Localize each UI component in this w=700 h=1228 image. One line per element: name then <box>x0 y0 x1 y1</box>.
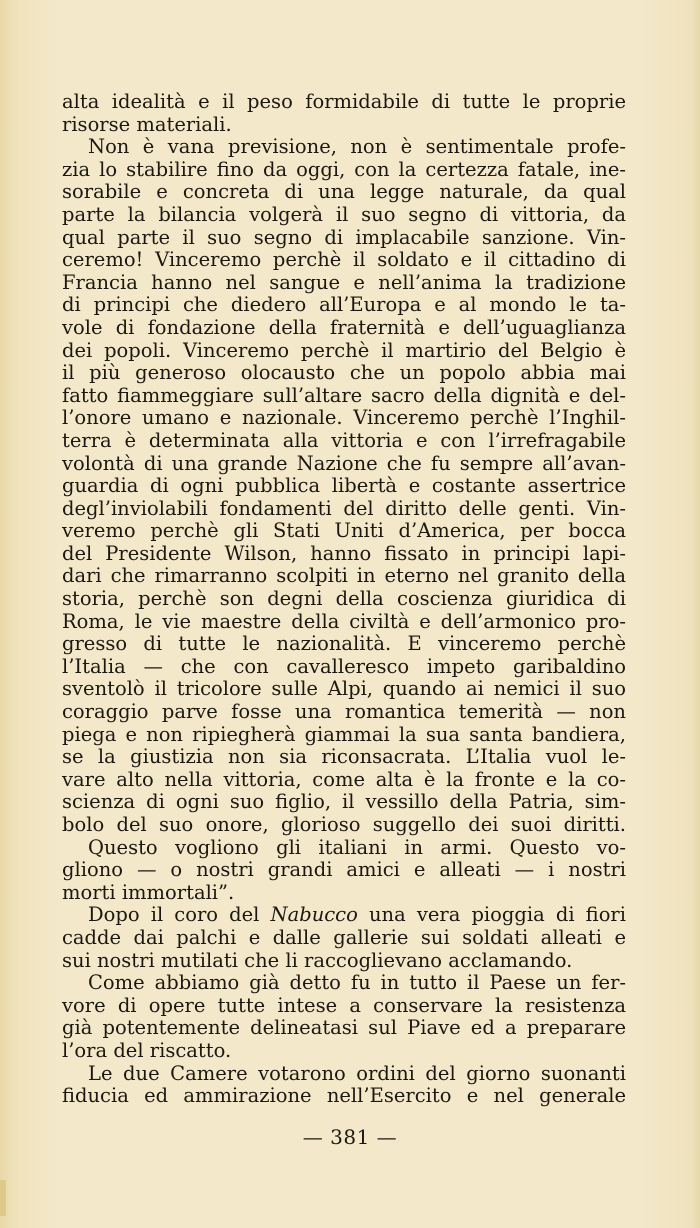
text-line: fatto fiammeggiare sull’altare sacro della dignità e del- <box>62 383 626 407</box>
text-line: qual parte il suo segno di implacabile sanzione. Vin- <box>62 225 626 249</box>
text-line: l’onore umano e nazionale. Vinceremo perchè l’Inghil- <box>62 406 626 430</box>
text-line: gliono — o nostri grandi amici e alleati — i nostri <box>62 858 626 882</box>
text-line: sventolò il tricolore sulle Alpi, quando ai nemici il suo <box>62 677 626 701</box>
text-line: vore di opere tutte intese a conservare la resistenza <box>62 993 626 1017</box>
body-text <box>62 91 626 1108</box>
text-line: sui nostri mutilati che li raccoglievano acclamando. <box>62 948 573 972</box>
text-line: Roma, le vie maestre della civiltà e dell’armonico pro- <box>62 609 626 633</box>
paragraph-2 <box>62 136 626 836</box>
opera-title: Nabucco <box>270 903 358 927</box>
text-line: zia lo stabilire fino da oggi, con la certezza fatale, ine- <box>62 157 626 181</box>
text-line: Come abbiamo già detto fu in tutto il Paese un fer- <box>88 971 626 995</box>
text-line: Francia hanno nel sangue e nell’anima la tradizione <box>62 270 626 294</box>
text-line: vole di fondazione della fraternità e dell’uguaglianza <box>62 315 626 339</box>
text-line: piega e non ripiegherà giammai la sua santa bandiera, <box>62 722 626 746</box>
text-line: veremo perchè gli Stati Uniti d’America, per bocca <box>62 519 626 543</box>
paragraph-4 <box>62 904 626 972</box>
text-line: bolo del suo onore, glorioso suggello dei suoi diritti. <box>62 813 626 836</box>
text-line: il più generoso olocausto che un popolo abbia mai <box>62 361 626 385</box>
text-line: se la giustizia non sia riconsacrata. L’Italia vuol le- <box>62 745 626 769</box>
text-line: già potentemente delineatasi sul Piave ed a preparare <box>62 1016 626 1040</box>
text-line: dari che rimarranno scolpiti in eterno nel granito della <box>62 564 626 588</box>
paragraph-3 <box>62 837 626 905</box>
text-line: coraggio parve fosse una romantica temerità — non <box>62 700 626 724</box>
text-line: storia, perchè son degni della coscienza giuridica di <box>62 587 626 611</box>
text-line: guardia di ogni pubblica libertà e costante assertrice <box>62 474 626 498</box>
text-line: gresso di tutte le nazionalità. E vinceremo perchè <box>62 632 626 656</box>
text-line: degl’inviolabili fondamenti del diritto delle genti. Vin- <box>62 496 626 520</box>
text-line: Questo vogliono gli italiani in armi. Questo vo- <box>88 835 626 859</box>
text-line: alta idealità e il peso formidabile di tutte le proprie <box>62 90 626 113</box>
text-line: Non è vana previsione, non è sentimentale profe- <box>88 135 626 159</box>
paragraph-1 <box>62 91 626 136</box>
text-run: Dopo il coro del <box>88 903 271 927</box>
text-line: l’ora del riscatto. <box>62 1038 232 1062</box>
text-line: scienza di ogni suo figlio, il vessillo della Patria, sim- <box>62 790 626 814</box>
text-line: Le due Camere votarono ordini del giorno suonanti <box>88 1061 626 1085</box>
text-line: sorabile e concreta di una legge naturale, da qual <box>62 180 626 204</box>
text-line: terra è determinata alla vittoria e con l’irrefragabile <box>62 428 626 452</box>
text-run: una vera pioggia di fiori <box>357 903 626 927</box>
text-line: risorse materiali. <box>62 112 232 136</box>
text-line: cadde dai palchi e dalle gallerie sui soldati alleati e <box>62 925 626 949</box>
text-line: parte la bilancia volgerà il suo segno di vittoria, da <box>62 202 626 226</box>
text-line: fiducia ed ammirazione nell’Esercito e nel generale <box>62 1084 626 1108</box>
text-line: volontà di una grande Nazione che fu sempre all’avan- <box>62 451 626 475</box>
text-line: vare alto nella vittoria, come alta è la fronte e la co- <box>62 767 626 791</box>
text-line <box>62 904 626 927</box>
paragraph-5 <box>62 972 626 1062</box>
text-line: dei popoli. Vinceremo perchè il martirio del Belgio è <box>62 338 626 362</box>
page-edge-stain <box>0 1180 6 1216</box>
page-number: — 381 — <box>302 1125 398 1149</box>
text-line: del Presidente Wilson, hanno fissato in principi lapi- <box>62 541 626 565</box>
text-line: ceremo! Vinceremo perchè il soldato e il cittadino di <box>62 248 626 272</box>
text-line: di principi che diedero all’Europa e al mondo le ta- <box>62 293 626 317</box>
paragraph-6 <box>62 1063 626 1108</box>
text-line: l’Italia — che con cavalleresco impeto garibaldino <box>62 654 626 678</box>
text-line: morti immortali”. <box>62 880 235 904</box>
